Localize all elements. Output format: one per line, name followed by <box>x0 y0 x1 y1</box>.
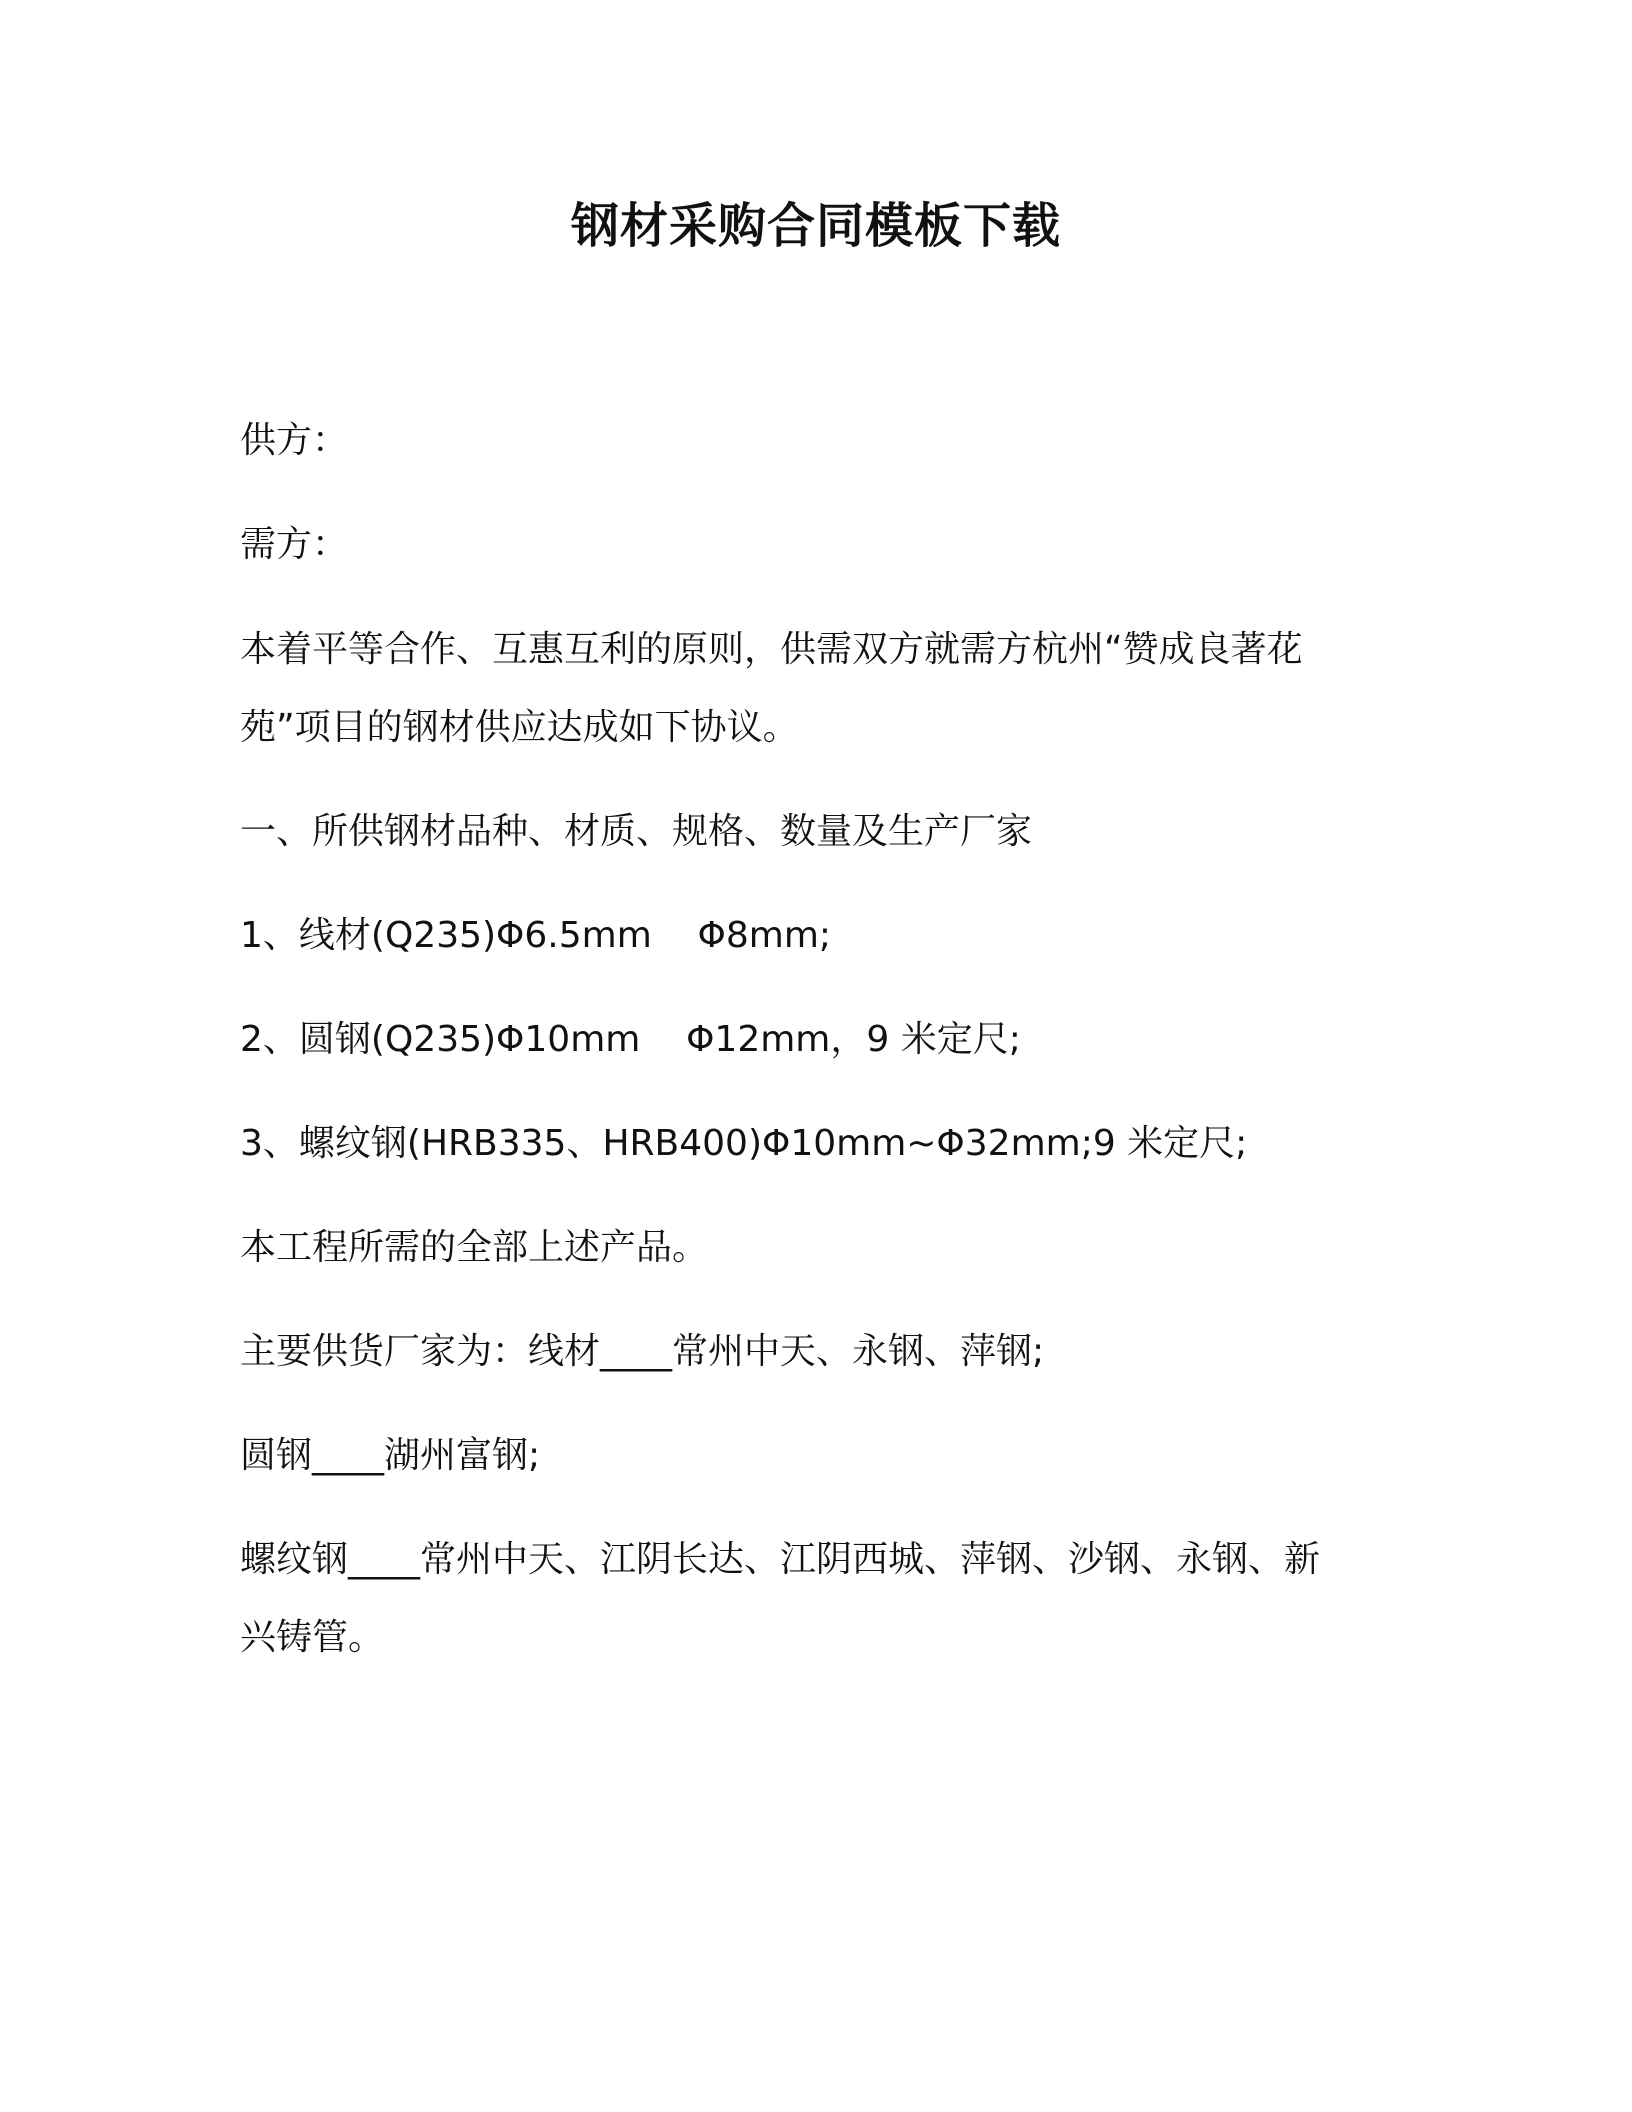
suppliers-rebar-line-1: 螺纹钢____常州中天、江阴长达、江阴西城、萍钢、沙钢、永钢、新 <box>240 1539 1321 1580</box>
item-2-round-steel: 2、圆钢(Q235)Φ10mm Φ12mm，9 米定尺; <box>240 1019 1021 1060</box>
intro-paragraph-line-2: 苑”项目的钢材供应达成如下协议。 <box>240 707 799 748</box>
suppliers-rebar-line-2: 兴铸管。 <box>240 1617 385 1658</box>
buyer-label: 需方： <box>240 524 349 565</box>
document-title: 钢材采购合同模板下载 <box>570 198 1061 254</box>
item-3-rebar: 3、螺纹钢(HRB335、HRB400)Φ10mm~Φ32mm;9 米定尺; <box>240 1123 1248 1164</box>
suppliers-round-steel: 圆钢____湖州富钢; <box>240 1435 541 1476</box>
supplier-label: 供方： <box>240 420 349 461</box>
section-1-heading: 一、所供钢材品种、材质、规格、数量及生产厂家 <box>240 811 1033 852</box>
item-1-wire-rod: 1、线材(Q235)Φ6.5mm Φ8mm; <box>240 915 832 956</box>
intro-paragraph-line-1: 本着平等合作、互惠互利的原则，供需双方就需方杭州“赞成良著花 <box>240 629 1303 670</box>
scope-statement: 本工程所需的全部上述产品。 <box>240 1227 709 1268</box>
suppliers-wire-rod: 主要供货厂家为：线材____常州中天、永钢、萍钢; <box>240 1331 1045 1372</box>
